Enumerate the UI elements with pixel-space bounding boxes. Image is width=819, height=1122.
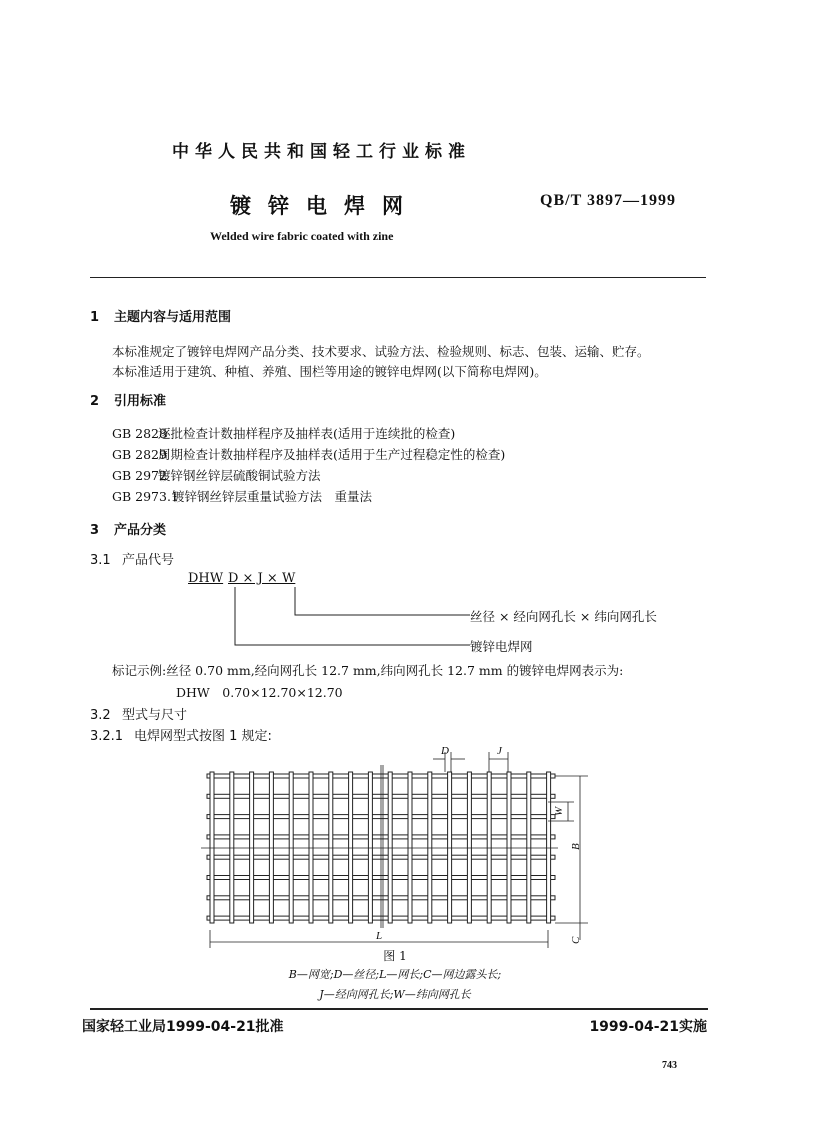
- standard-category: 中华人民共和国轻工行业标准: [172, 142, 471, 162]
- section-number: 3: [90, 523, 100, 538]
- warp-wire: [547, 772, 551, 923]
- code-prefix: DHW: [188, 571, 224, 586]
- example-value: DHW 0.70×12.70×12.70: [176, 685, 343, 700]
- warp-wire: [210, 772, 214, 923]
- section-title: 产品分类: [114, 523, 167, 538]
- code-diagram-lines: [180, 585, 480, 655]
- example-label: 标记示例:丝径 0.70 mm,经向网孔长 12.7 mm,纬向网孔长 12.7 mm 的镀锌电焊网表示为:: [112, 663, 624, 678]
- section-number: 3.2.1: [90, 729, 124, 744]
- warp-wire: [368, 772, 372, 923]
- warp-wire: [467, 772, 471, 923]
- section-title: 引用标准: [114, 394, 167, 409]
- section-3-1-heading: [90, 549, 174, 568]
- param-note: 丝径 × 经向网孔长 × 纬向网孔长: [470, 609, 657, 624]
- reference-text: 周期检查计数抽样程序及抽样表(适用于生产过程稳定性的检查): [157, 447, 506, 462]
- figure-legend-line-2: J—经向网孔长;W—纬向网孔长: [319, 988, 471, 1001]
- warp-wire: [428, 772, 432, 923]
- section-number: 3.1: [90, 553, 111, 568]
- reference-text: 镀锌钢丝锌层重量试验方法 重量法: [171, 489, 372, 504]
- label-w: W: [553, 806, 565, 816]
- reference-text: 逐批检查计数抽样程序及抽样表(适用于连续批的检查): [157, 426, 456, 441]
- reference-code: GB 2829: [112, 447, 167, 462]
- label-b: B: [570, 843, 582, 850]
- section-2-heading: [90, 390, 166, 409]
- section-3-2-heading: [90, 704, 187, 723]
- section-title: 电焊网型式按图 1 规定:: [134, 729, 272, 744]
- mesh-drawing: [201, 752, 588, 948]
- warp-wire: [408, 772, 412, 923]
- section-3-heading: [90, 519, 166, 538]
- warp-wire: [230, 772, 234, 923]
- warp-wire: [507, 772, 511, 923]
- label-c: C: [570, 936, 582, 944]
- reference-code: GB 2828: [112, 426, 167, 441]
- label-d: D: [441, 745, 449, 757]
- section-title: 产品代号: [122, 553, 175, 568]
- reference-code: GB 2973.1: [112, 489, 179, 504]
- wire-mesh-figure: [190, 740, 610, 955]
- section-number: 2: [90, 394, 100, 409]
- reference-item: [112, 445, 505, 463]
- warp-wire: [309, 772, 313, 923]
- section-title: 主题内容与适用范围: [114, 310, 232, 325]
- section-1-heading: [90, 306, 231, 325]
- reference-item: [112, 466, 321, 484]
- reference-item: [112, 487, 372, 505]
- document-title: 镀锌电焊网: [230, 194, 420, 218]
- warp-wire: [289, 772, 293, 923]
- code-params: D × J × W: [228, 571, 296, 586]
- page-number: 743: [662, 1060, 677, 1071]
- figure-legend-line-1: B—网宽;D—丝径;L—网长;C—网边露头长;: [288, 968, 502, 981]
- paragraph: 本标准适用于建筑、种植、养殖、围栏等用途的镀锌电焊网(以下简称电焊网)。: [112, 364, 547, 379]
- warp-wire: [269, 772, 273, 923]
- effective-date: 1999-04-21实施: [589, 1019, 707, 1035]
- prefix-note: 镀锌电焊网: [470, 639, 533, 654]
- reference-text: 镀锌钢丝锌层硫酸铜试验方法: [157, 468, 321, 483]
- warp-wire: [250, 772, 254, 923]
- english-title: Welded wire fabric coated with zine: [210, 229, 394, 243]
- standard-code: QB/T 3897—1999: [540, 192, 676, 209]
- warp-wire: [487, 772, 491, 923]
- section-title: 型式与尺寸: [122, 708, 188, 723]
- paragraph: 本标准规定了镀锌电焊网产品分类、技术要求、试验方法、检验规则、标志、包装、运输、贮存。: [112, 344, 650, 359]
- reference-code: GB 2972: [112, 468, 167, 483]
- section-number: 1: [90, 310, 100, 325]
- reference-item: [112, 424, 455, 442]
- warp-wire: [527, 772, 531, 923]
- section-number: 3.2: [90, 708, 111, 723]
- warp-wire: [349, 772, 353, 923]
- footer-divider: [90, 1008, 708, 1010]
- header-divider: [90, 277, 706, 278]
- label-l: L: [376, 930, 383, 942]
- label-j: J: [497, 745, 502, 757]
- warp-wire: [388, 772, 392, 923]
- warp-wire: [329, 772, 333, 923]
- approval-info: 国家轻工业局1999-04-21批准: [82, 1019, 284, 1035]
- warp-wire: [448, 772, 452, 923]
- figure-caption: 图 1: [383, 949, 407, 963]
